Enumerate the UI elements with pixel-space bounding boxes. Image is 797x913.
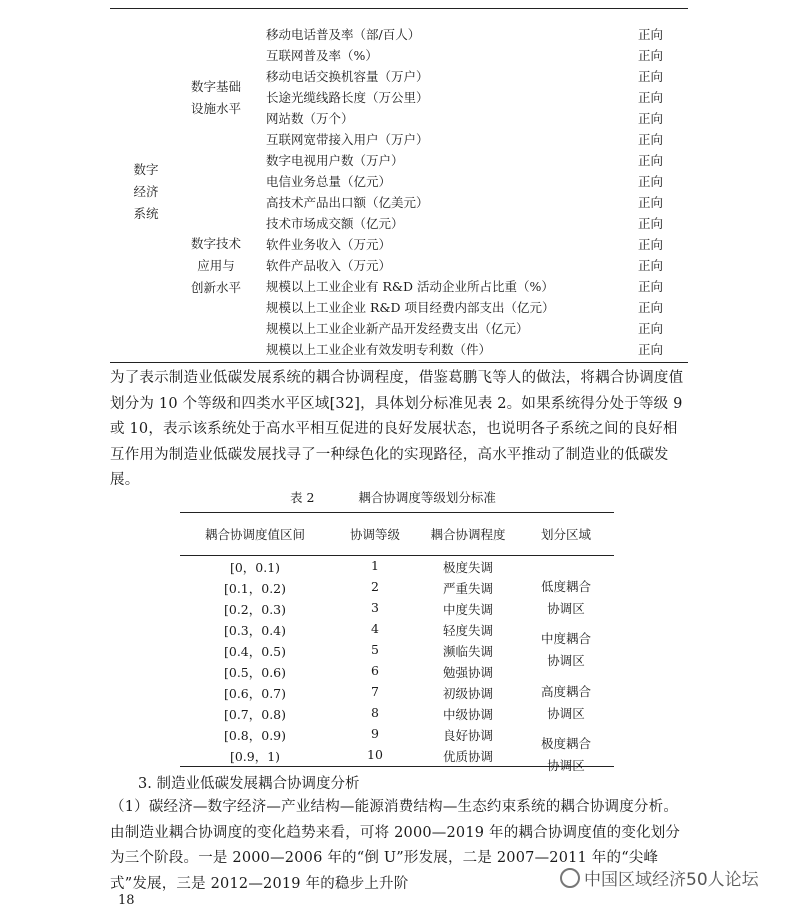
- indicator-direction: 正向: [638, 279, 664, 294]
- table2-range: [0.2，0.3): [223, 602, 286, 617]
- table2-grade: 4: [371, 621, 379, 636]
- level1-label: 数字 经济 系统: [133, 162, 159, 221]
- indicator-name: 电信业务总量（亿元）: [266, 174, 392, 189]
- table2-region: 高度耦合 协调区: [540, 683, 591, 721]
- indicator-name: 规模以上工业企业新产品开发经费支出（亿元）: [266, 321, 529, 336]
- table2-grade: 3: [371, 600, 379, 615]
- table2-degree: 优质协调: [442, 749, 493, 764]
- indicator-name: 移动电话交换机容量（万户）: [266, 69, 429, 84]
- table2-range: [0，0.1): [229, 560, 281, 575]
- wechat-icon: [560, 868, 580, 888]
- indicator-direction: 正向: [638, 27, 664, 42]
- indicator-name: 移动电话普及率（部/百人）: [266, 27, 421, 42]
- table2-degree: 极度失调: [442, 560, 493, 575]
- indicator-direction: 正向: [638, 48, 664, 63]
- table2-caption-title: 耦合协调度等级划分标准: [358, 490, 496, 505]
- table2-grade: 10: [367, 747, 383, 762]
- table2-grade: 5: [371, 642, 379, 657]
- table2-degree: 中度失调: [442, 602, 493, 617]
- section-heading: 3. 制造业低碳发展耦合协调度分析: [138, 776, 360, 792]
- table2-range: [0.6，0.7): [223, 686, 286, 701]
- table2-degree: 严重失调: [442, 581, 493, 596]
- paragraph-2: （1）碳经济—数字经济—产业结构—能源消费结构—生态约束系统的耦合协调度分析。由制造业耦合协调度的变化趋势来看，可将 2000—2019 年的耦合协调度值的变化划分为三个阶段。一是 2000—2006 年的“倒 U”形发展，二是 2007—2011 年的“尖峰式”发展，三是 2012—2019 年的稳步上升阶: [110, 799, 681, 892]
- table2-caption-number: 表 2: [290, 490, 315, 505]
- table2-header-2: 耦合协调程度: [430, 527, 506, 542]
- table2-grade: 1: [371, 558, 379, 573]
- table2-range: [0.8，0.9): [223, 728, 286, 743]
- indicator-name: 软件业务收入（万元）: [266, 237, 392, 252]
- table2-grade: 9: [371, 726, 379, 741]
- indicator-name: 数字电视用户数（万户）: [266, 153, 404, 168]
- table2-grade: 6: [371, 663, 379, 678]
- indicator-name: 规模以上工业企业 R&D 项目经费内部支出（亿元）: [266, 300, 555, 315]
- paragraph-1: 为了表示制造业低碳发展系统的耦合协调程度，借鉴葛鹏飞等人的做法，将耦合协调度值划分为 10 个等级和四类水平区域[32]，具体划分标准见表 2。如果系统得分处于等级 9 或 10，表示该系统处于高水平相互促进的良好发展状态，也说明各子系统之间的良好相互作用为制造业低碳发展找寻了一种绿色化的实现路径，高水平推动了制造业的低碳发展。: [110, 370, 684, 488]
- indicator-name: 互联网普及率（%）: [266, 48, 378, 63]
- table2-grade: 2: [371, 579, 379, 594]
- table2-degree: 良好协调: [442, 728, 493, 743]
- indicator-name: 高技术产品出口额（亿美元）: [266, 195, 429, 210]
- table2-degree: 勉强协调: [442, 665, 493, 680]
- indicator-name: 规模以上工业企业有效发明专利数（件）: [266, 342, 492, 357]
- level2-label: 数字基础 设施水平: [190, 78, 241, 116]
- indicator-direction: 正向: [638, 216, 664, 231]
- table2-degree: 轻度失调: [442, 623, 493, 638]
- table2-header-3: 划分区域: [540, 527, 591, 542]
- table2-region: 极度耦合 协调区: [540, 736, 591, 773]
- table2-range: [0.5，0.6): [223, 665, 286, 680]
- table1-bottom-rule: [110, 362, 688, 363]
- table2-grade: 7: [371, 684, 379, 699]
- indicator-direction: 正向: [638, 69, 664, 84]
- level2-label: 数字技术 应用与 创新水平: [190, 235, 241, 295]
- indicator-name: 互联网宽带接入用户（万户）: [266, 132, 429, 147]
- indicator-direction: 正向: [638, 132, 664, 147]
- table2-range: [0.9，1): [229, 749, 281, 764]
- table2-range: [0.7，0.8): [223, 707, 286, 722]
- table2-header-rule: [180, 555, 614, 556]
- table2-top-rule: [180, 512, 614, 513]
- indicator-direction: 正向: [638, 342, 664, 357]
- indicator-direction: 正向: [638, 300, 664, 315]
- table2-header-1: 协调等级: [349, 527, 400, 542]
- indicator-direction: 正向: [638, 90, 664, 105]
- indicator-direction: 正向: [638, 195, 664, 210]
- watermark: [560, 865, 759, 890]
- top-rule: [110, 8, 688, 9]
- table2-region: 低度耦合 协调区: [540, 578, 591, 616]
- indicator-direction: 正向: [638, 111, 664, 126]
- table2-header-0: 耦合协调度值区间: [204, 527, 305, 542]
- indicator-name: 软件产品收入（万元）: [266, 258, 392, 273]
- indicator-name: 网站数（万个）: [266, 111, 354, 126]
- indicator-direction: 正向: [638, 258, 664, 273]
- table2-range: [0.1，0.2): [223, 581, 286, 596]
- indicator-name: 规模以上工业企业有 R&D 活动企业所占比重（%）: [266, 279, 554, 294]
- page-number: 18: [118, 893, 135, 908]
- table2-degree: 中级协调: [442, 707, 493, 722]
- indicator-direction: 正向: [638, 174, 664, 189]
- indicator-name: 技术市场成交额（亿元）: [266, 216, 404, 231]
- table2-degree: 初级协调: [442, 686, 493, 701]
- watermark-text: 中国区域经济50人论坛: [584, 870, 759, 890]
- table2-grade: 8: [371, 705, 379, 720]
- indicator-direction: 正向: [638, 153, 664, 168]
- table2-caption: [290, 488, 496, 506]
- table2-range: [0.3，0.4): [223, 623, 286, 638]
- indicator-direction: 正向: [638, 237, 664, 252]
- table2-region: 中度耦合 协调区: [540, 631, 591, 668]
- indicator-direction: 正向: [638, 321, 664, 336]
- table2-degree: 濒临失调: [442, 644, 493, 659]
- indicator-name: 长途光缆线路长度（万公里）: [266, 90, 429, 105]
- table2-range: [0.4，0.5): [223, 644, 286, 659]
